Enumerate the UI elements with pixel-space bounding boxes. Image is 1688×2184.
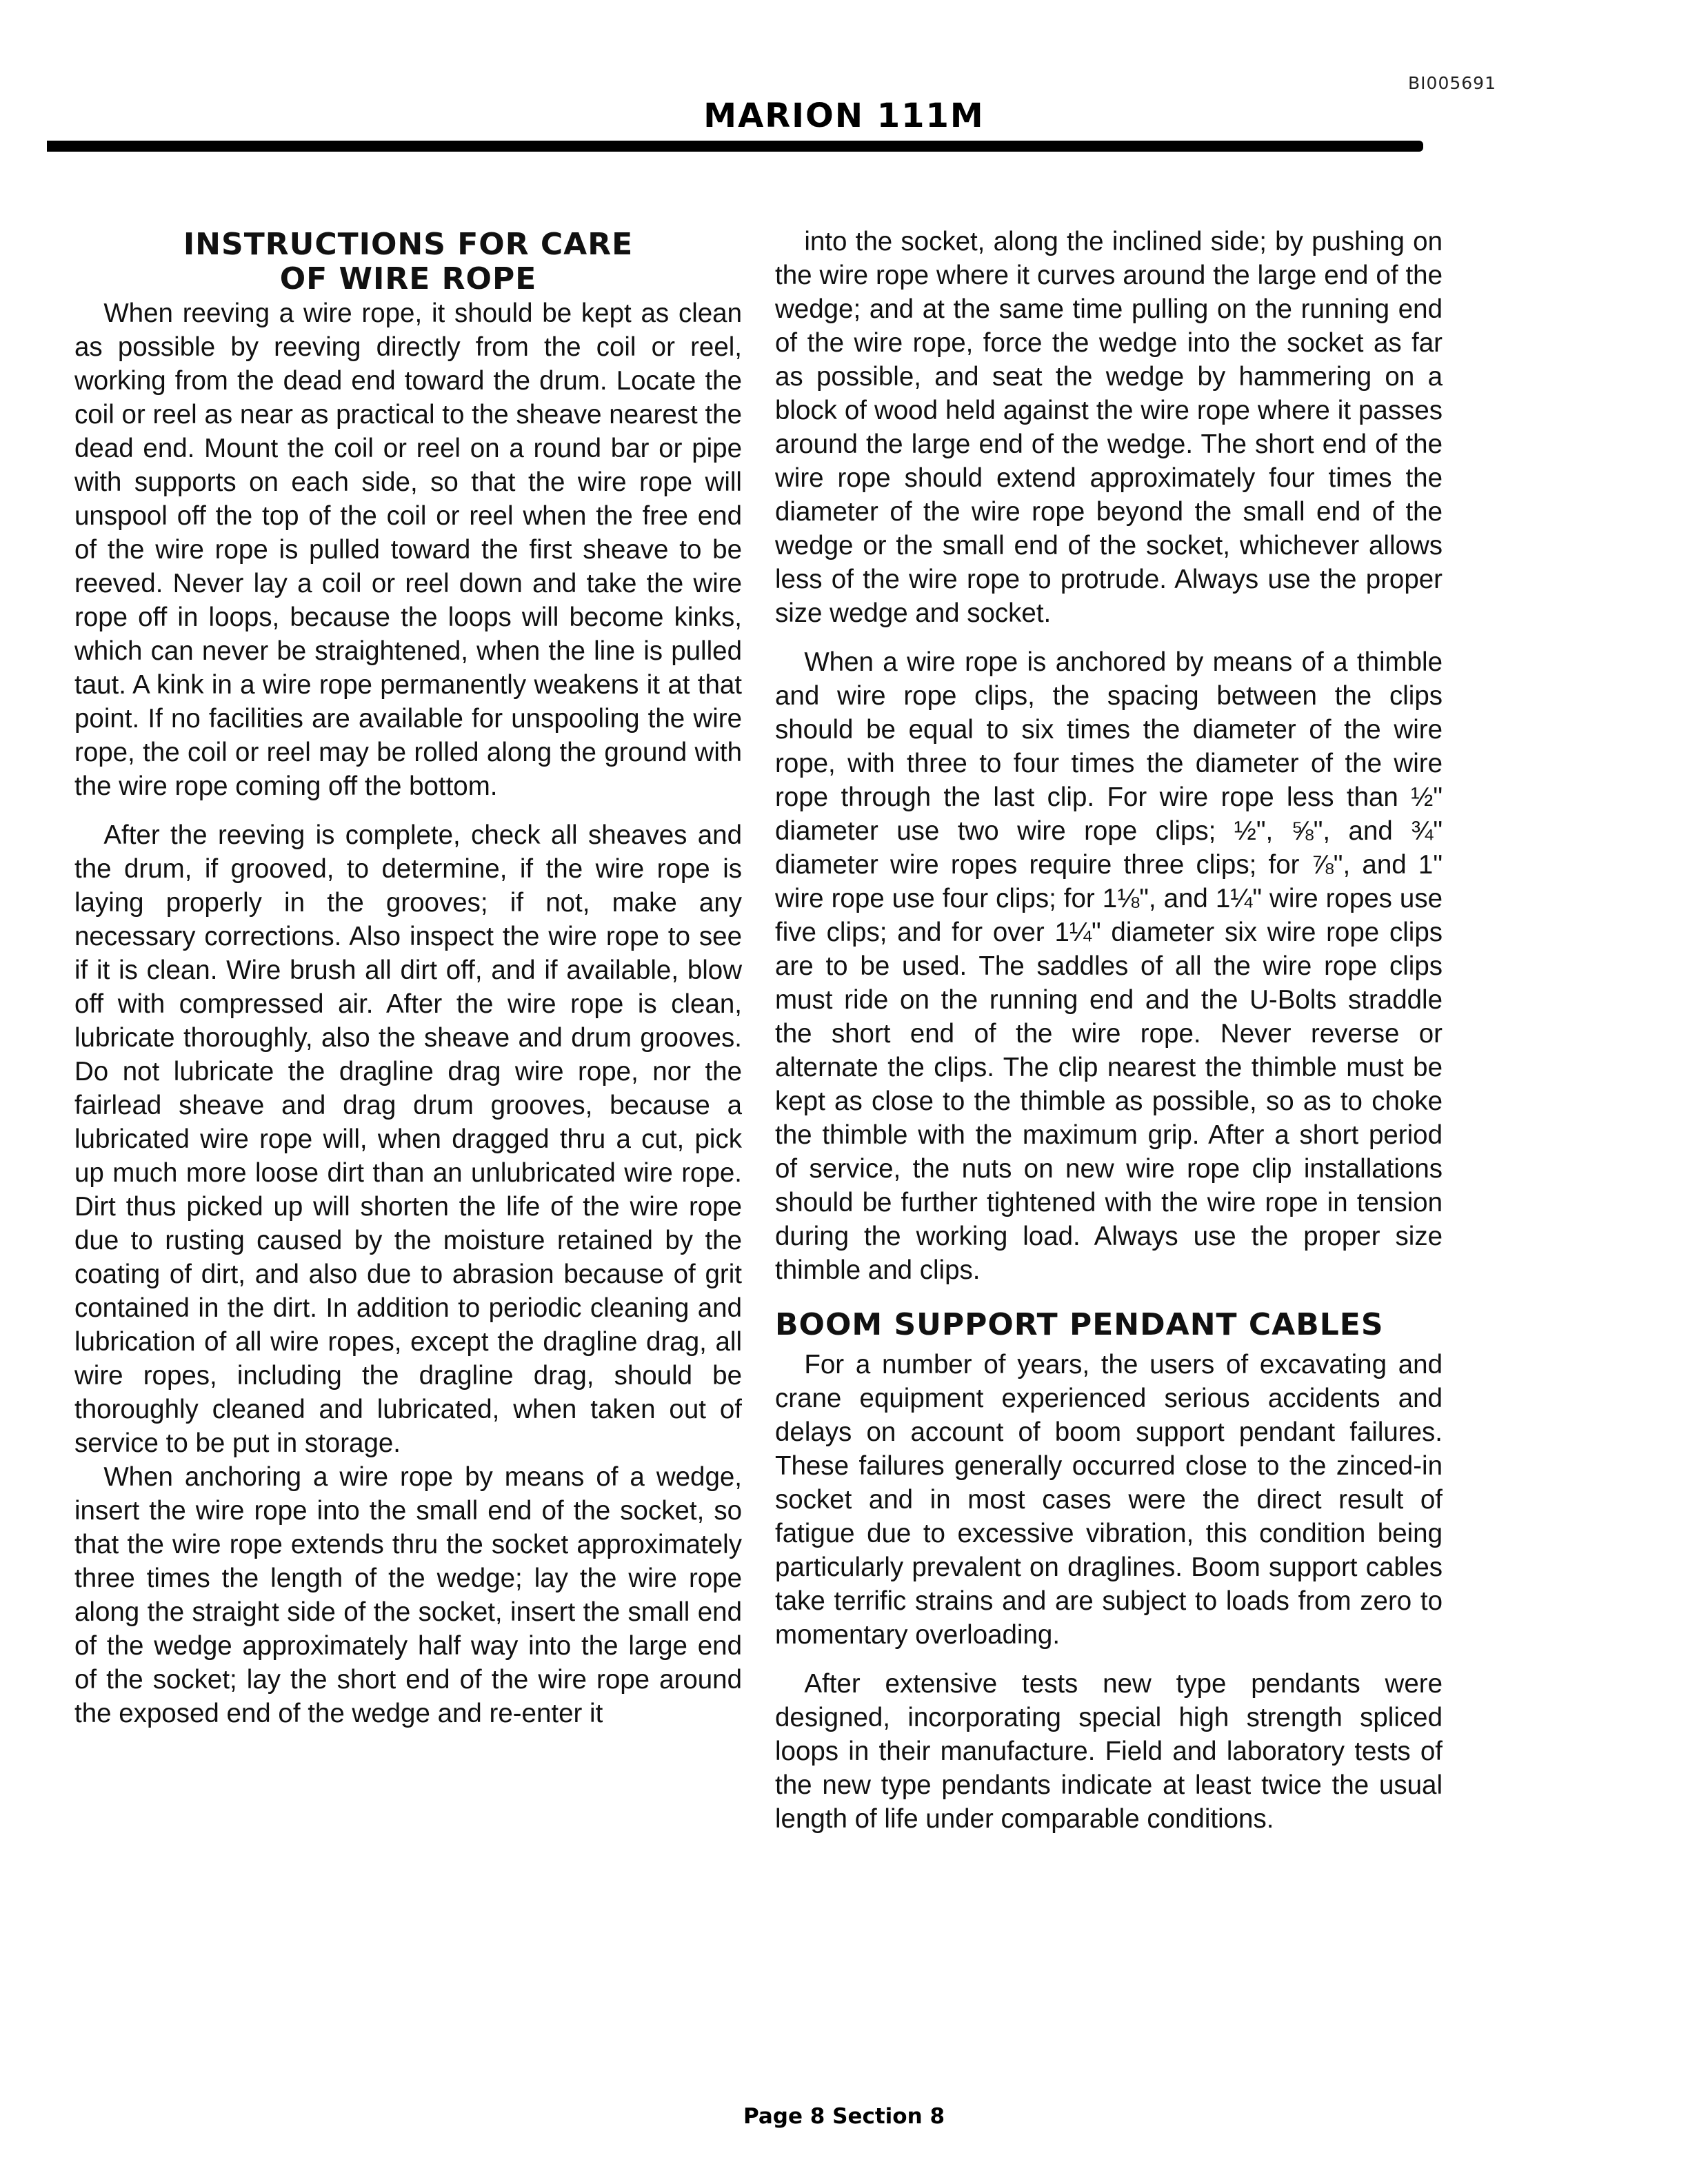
header-rule — [47, 141, 1423, 152]
right-column — [775, 228, 1443, 1836]
section-title-line-2: OF WIRE ROPE — [279, 261, 537, 296]
paragraph: When anchoring a wire rope by means of a wedge, insert the wire rope into the small end of the socket, so that the wire rope extends thru the socket approximately three times the length of the wedge; lay the wire rope along the straight side of the socket, insert the small end of the wedge approximately half way into the large end of the socket; lay the short end of the wire rope around the exposed end of the wedge and re-enter it — [74, 1462, 742, 1728]
paragraph: When reeving a wire rope, it should be kept as clean as possible by reeving directly from the coil or reel, working from the dead end toward the drum. Locate the coil or reel as near as practical to the sheave nearest the dead end. Mount the coil or reel on a round bar or pipe with supports on each side, so that the wire rope will unspool off the top of the coil or reel when the free end of the wire rope is pulled toward the first sheave to be reeved. Never lay a coil or reel down and take the wire rope off in loops, because the loops will become kinks, which can never be straightened, when the line is pulled taut. A kink in a wire rope permanently weakens it at that point. If no facilities are available for unspooling the wire rope, the coil or reel may be rolled along the ground with the wire rope coming off the bottom. — [74, 299, 742, 801]
paragraph: into the socket, along the inclined side; by pushing on the wire rope where it curves around the large end of the wedge; and at the same time pulling on the running end of the wire rope, force the wedge into the socket as far as possible, and seat the wedge by hammering on a block of wood held against the wire rope where it passes around the large end of the wedge. The short end of the wire rope should extend approximately four times the diameter of the wire rope beyond the small end of the wedge or the small end of the socket, whichever allows less of the wire rope to protrude. Always use the proper size wedge and socket. — [775, 227, 1443, 628]
paragraph: After extensive tests new type pendants were designed, incorporating special high strength spliced loops in their manufacture. Field and laboratory tests of the new type pendants indicate at least twice the usual length of life under comparable conditions. — [775, 1669, 1443, 1834]
document-id: BI005691 — [1408, 73, 1496, 93]
section-title-line-1: INSTRUCTIONS FOR CARE — [183, 227, 634, 262]
paragraph: When a wire rope is anchored by means of a thimble and wire rope clips, the spacing between the clips should be equal to six times the diameter of the wire rope, with three to four times the diameter of the wire rope through the last clip. For wire rope less than ½" diameter use two wire rope clips; ½", ⅝", and ¾" diameter wire ropes require three clips; for ⅞", and 1" wire rope use four clips; for 1⅛", and 1¼" wire ropes use five clips; and for over 1¼" diameter six wire rope clips are to be used. The saddles of all the wire rope clips must ride on the running end and the U-Bolts straddle the short end of the wire rope. Never reverse or alternate the clips. The clip nearest the thimble must be kept as close to the thimble as possible, so as to choke the thimble with the maximum grip. After a short period of service, the nuts on new wire rope clip installations should be further tightened with the wire rope in tension during the working load. Always use the proper size thimble and clips. — [775, 647, 1443, 1285]
paragraph: For a number of years, the users of excavating and crane equipment experienced serious accidents and delays on account of boom support pendant failures. These failures generally occurred close to the zinced-in socket and in most cases were the direct result of fatigue due to excessive vibration, this condition being particularly prevalent on draglines. Boom support cables take terrific strains and are subject to loads from zero to momentary overloading. — [775, 1350, 1443, 1650]
left-column — [74, 228, 742, 1730]
section-title-boom-support: BOOM SUPPORT PENDANT CABLES — [775, 1307, 1384, 1342]
page-footer: Page 8 Section 8 — [743, 2104, 945, 2129]
page-header-title: MARION 111M — [703, 97, 985, 135]
paragraph: After the reeving is complete, check all sheaves and the drum, if grooved, to determine, if the wire rope is laying properly in the grooves; if not, make any necessary corrections. Also inspect the wire rope to see if it is clean. Wire brush all dirt off, and if available, blow off with compressed air. After the wire rope is clean, lubricate thoroughly, also the sheave and drum grooves. Do not lubricate the dragline drag wire rope, nor the fairlead sheave and drag drum grooves, because a lubricated wire rope will, when dragged thru a cut, pick up much more loose dirt than an unlubricated wire rope. Dirt thus picked up will shorten the life of the wire rope due to rusting caused by the moisture retained by the coating of dirt, and also due to abrasion because of grit contained in the dirt. In addition to periodic cleaning and lubrication of all wire ropes, except the dragline drag, all wire ropes, including the dragline drag, should be thoroughly cleaned and lubricated, when taken out of service to be put in storage. — [74, 820, 742, 1458]
